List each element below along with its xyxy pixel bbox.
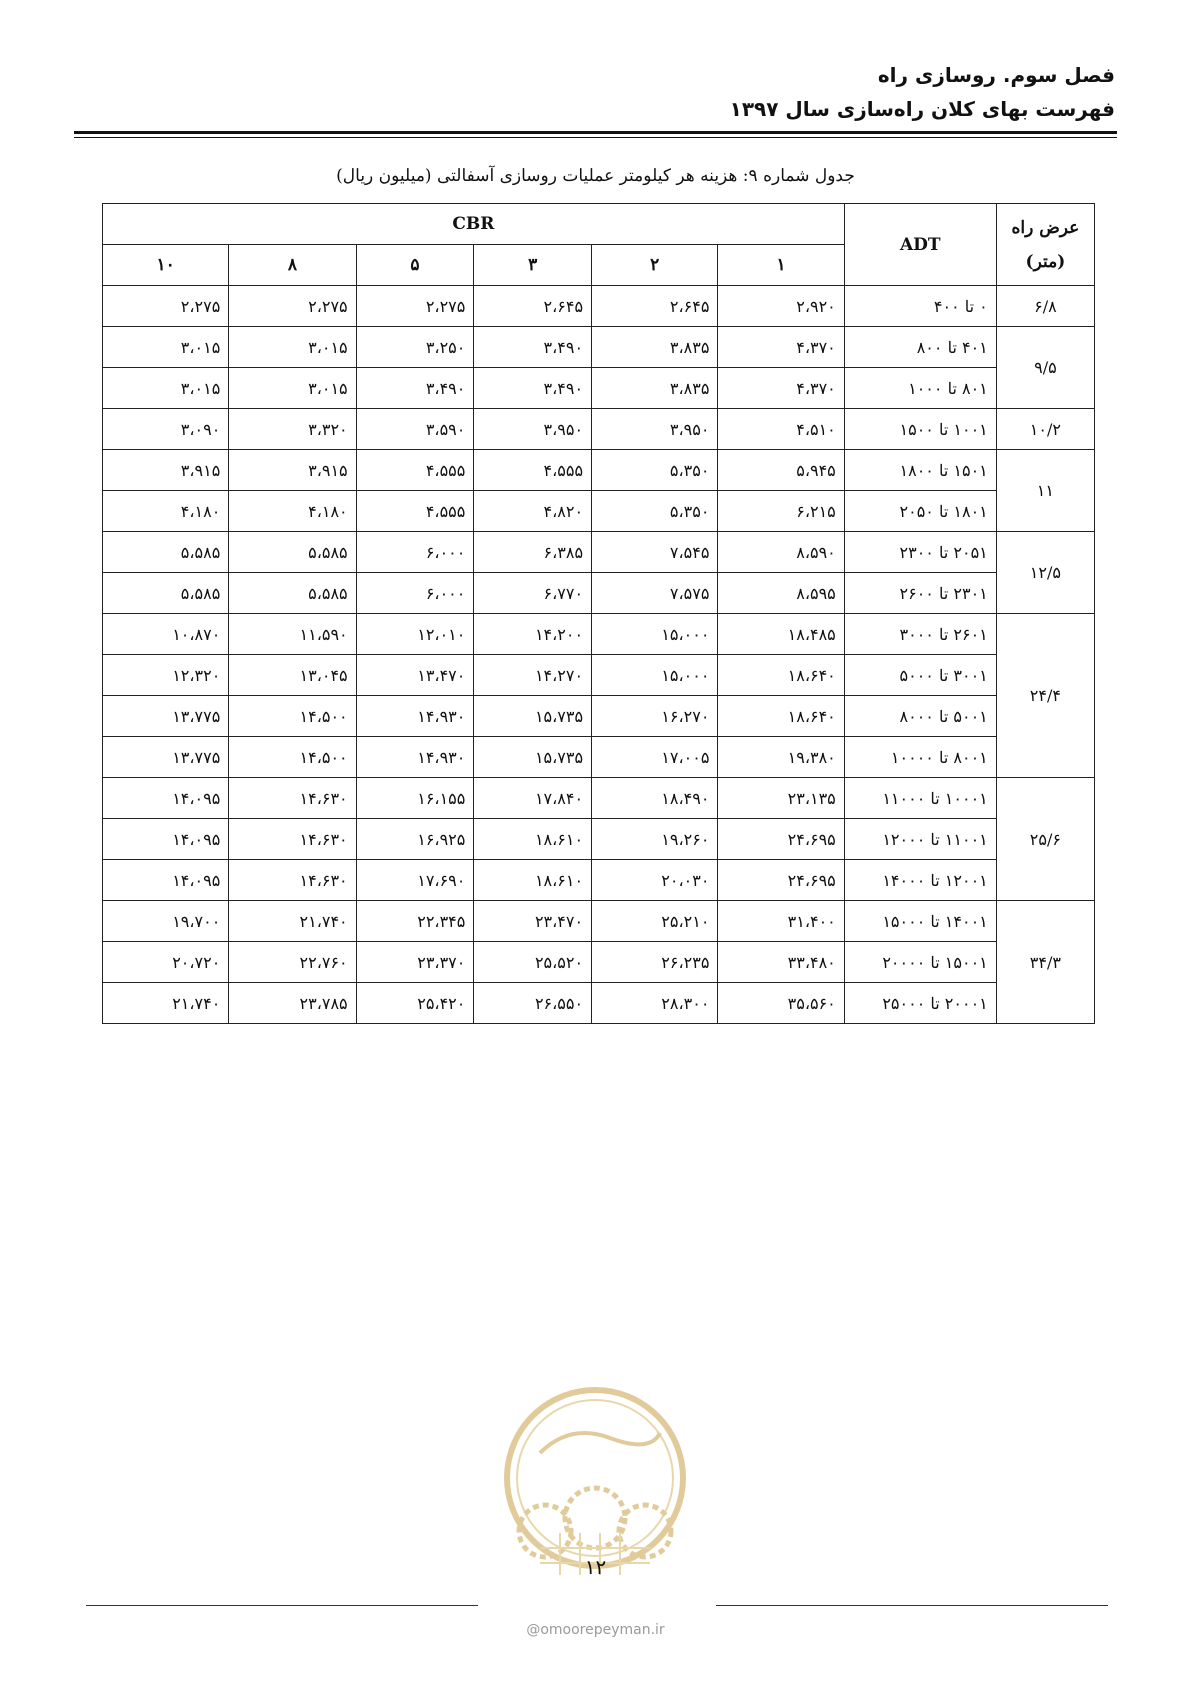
adt-range-cell: ۴۰۱ تا ۸۰۰ bbox=[844, 327, 996, 368]
adt-range-cell: ۱۰۰۰۱ تا ۱۱۰۰۰ bbox=[844, 778, 996, 819]
cost-cell: ۷،۵۷۵ bbox=[592, 573, 718, 614]
cost-cell: ۱۰،۸۷۰ bbox=[103, 614, 229, 655]
table-row bbox=[103, 942, 1095, 983]
table-row bbox=[103, 696, 1095, 737]
adt-header: ADT bbox=[844, 204, 996, 286]
cbr-level-2: ۲ bbox=[592, 245, 718, 286]
cost-cell: ۱۷،۸۴۰ bbox=[474, 778, 592, 819]
cbr-level-6: ۱۰ bbox=[103, 245, 229, 286]
cbr-level-3: ۳ bbox=[474, 245, 592, 286]
cost-cell: ۲۴،۶۹۵ bbox=[718, 860, 844, 901]
table-row bbox=[103, 286, 1095, 327]
cost-cell: ۱۳،۴۷۰ bbox=[356, 655, 474, 696]
cost-cell: ۲۱،۷۴۰ bbox=[229, 901, 356, 942]
header-rule-thin bbox=[74, 137, 1117, 138]
adt-range-cell: ۱۵۰۰۱ تا ۲۰۰۰۰ bbox=[844, 942, 996, 983]
cost-cell: ۱۸،۶۴۰ bbox=[718, 696, 844, 737]
cost-cell: ۴،۱۸۰ bbox=[229, 491, 356, 532]
cost-cell: ۲۵،۲۱۰ bbox=[592, 901, 718, 942]
document-title: فهرست بهای کلان راه‌سازی سال ۱۳۹۷ bbox=[729, 97, 1115, 121]
cost-cell: ۱۸،۶۴۰ bbox=[718, 655, 844, 696]
footer-rule-left bbox=[86, 1605, 478, 1606]
cost-cell: ۵،۹۴۵ bbox=[718, 450, 844, 491]
cost-cell: ۱۹،۳۸۰ bbox=[718, 737, 844, 778]
road-width-cell: ۱۲/۵ bbox=[996, 532, 1094, 614]
cost-cell: ۴،۱۸۰ bbox=[103, 491, 229, 532]
cost-cell: ۳،۹۵۰ bbox=[474, 409, 592, 450]
cost-cell: ۱۴،۶۳۰ bbox=[229, 860, 356, 901]
road-width-cell: ۹/۵ bbox=[996, 327, 1094, 409]
cost-cell: ۴،۳۷۰ bbox=[718, 327, 844, 368]
cbr-level-1: ۱ bbox=[718, 245, 844, 286]
cost-cell: ۱۴،۰۹۵ bbox=[103, 860, 229, 901]
cost-cell: ۳،۹۱۵ bbox=[229, 450, 356, 491]
adt-range-cell: ۱۴۰۰۱ تا ۱۵۰۰۰ bbox=[844, 901, 996, 942]
cost-cell: ۱۵،۰۰۰ bbox=[592, 655, 718, 696]
cost-cell: ۱۴،۰۹۵ bbox=[103, 819, 229, 860]
table-row bbox=[103, 614, 1095, 655]
cost-cell: ۸،۵۹۵ bbox=[718, 573, 844, 614]
cost-cell: ۲،۲۷۵ bbox=[356, 286, 474, 327]
cbr-level-4: ۵ bbox=[356, 245, 474, 286]
cost-cell: ۱۷،۰۰۵ bbox=[592, 737, 718, 778]
cost-cell: ۲۲،۳۴۵ bbox=[356, 901, 474, 942]
cost-cell: ۳،۰۱۵ bbox=[103, 368, 229, 409]
table-caption: جدول شماره ۹: هزینه هر کیلومتر عملیات روسازی آسفالتی (میلیون ریال) bbox=[336, 166, 855, 186]
cost-cell: ۵،۳۵۰ bbox=[592, 491, 718, 532]
cost-cell: ۴،۸۲۰ bbox=[474, 491, 592, 532]
table-row bbox=[103, 737, 1095, 778]
cost-cell: ۱۴،۲۰۰ bbox=[474, 614, 592, 655]
cost-cell: ۴،۵۱۰ bbox=[718, 409, 844, 450]
cost-cell: ۵،۵۸۵ bbox=[103, 532, 229, 573]
cost-cell: ۱۶،۲۷۰ bbox=[592, 696, 718, 737]
cost-cell: ۳،۹۵۰ bbox=[592, 409, 718, 450]
adt-range-cell: ۸۰۰۱ تا ۱۰۰۰۰ bbox=[844, 737, 996, 778]
cost-cell: ۲۳،۱۳۵ bbox=[718, 778, 844, 819]
cost-cell: ۱۵،۷۳۵ bbox=[474, 696, 592, 737]
cost-cell: ۳،۴۹۰ bbox=[474, 327, 592, 368]
cost-cell: ۳۱،۴۰۰ bbox=[718, 901, 844, 942]
cost-cell: ۲۳،۳۷۰ bbox=[356, 942, 474, 983]
adt-range-cell: ۱۸۰۱ تا ۲۰۵۰ bbox=[844, 491, 996, 532]
cbr-header: CBR bbox=[103, 204, 845, 245]
page-header bbox=[730, 58, 1115, 126]
chapter-title: فصل سوم. روسازی راه bbox=[877, 63, 1115, 87]
adt-range-cell: ۳۰۰۱ تا ۵۰۰۰ bbox=[844, 655, 996, 696]
table-row bbox=[103, 532, 1095, 573]
adt-range-cell: ۲۰۰۰۱ تا ۲۵۰۰۰ bbox=[844, 983, 996, 1024]
cost-cell: ۱۸،۴۹۰ bbox=[592, 778, 718, 819]
cost-cell: ۱۷،۶۹۰ bbox=[356, 860, 474, 901]
cost-cell: ۲۶،۲۳۵ bbox=[592, 942, 718, 983]
cost-cell: ۱۹،۲۶۰ bbox=[592, 819, 718, 860]
cost-cell: ۲۰،۷۲۰ bbox=[103, 942, 229, 983]
cost-cell: ۱۴،۹۳۰ bbox=[356, 737, 474, 778]
table-row bbox=[103, 368, 1095, 409]
adt-range-cell: ۱۰۰۱ تا ۱۵۰۰ bbox=[844, 409, 996, 450]
cost-cell: ۲۸،۳۰۰ bbox=[592, 983, 718, 1024]
table-row bbox=[103, 983, 1095, 1024]
cost-cell: ۳،۰۱۵ bbox=[103, 327, 229, 368]
table-row bbox=[103, 450, 1095, 491]
road-width-cell: ۶/۸ bbox=[996, 286, 1094, 327]
cost-cell: ۲،۶۴۵ bbox=[592, 286, 718, 327]
cost-cell: ۷،۵۴۵ bbox=[592, 532, 718, 573]
cost-cell: ۱۱،۵۹۰ bbox=[229, 614, 356, 655]
cost-cell: ۵،۵۸۵ bbox=[229, 573, 356, 614]
cost-cell: ۲،۶۴۵ bbox=[474, 286, 592, 327]
adt-range-cell: ۲۰۵۱ تا ۲۳۰۰ bbox=[844, 532, 996, 573]
adt-range-cell: ۵۰۰۱ تا ۸۰۰۰ bbox=[844, 696, 996, 737]
cost-cell: ۶،۰۰۰ bbox=[356, 573, 474, 614]
cost-cell: ۳،۲۵۰ bbox=[356, 327, 474, 368]
road-width-cell: ۳۴/۳ bbox=[996, 901, 1094, 1024]
footer-rule-right bbox=[716, 1605, 1108, 1606]
road-width-cell: ۱۱ bbox=[996, 450, 1094, 532]
cost-cell: ۱۹،۷۰۰ bbox=[103, 901, 229, 942]
table-row bbox=[103, 778, 1095, 819]
cost-cell: ۴،۳۷۰ bbox=[718, 368, 844, 409]
cost-cell: ۲۳،۴۷۰ bbox=[474, 901, 592, 942]
watermark-logo bbox=[500, 1383, 690, 1583]
cost-cell: ۱۸،۶۱۰ bbox=[474, 860, 592, 901]
cost-cell: ۱۴،۶۳۰ bbox=[229, 819, 356, 860]
cost-table bbox=[102, 203, 1095, 1024]
cost-cell: ۳،۰۱۵ bbox=[229, 327, 356, 368]
cost-cell: ۱۲،۳۲۰ bbox=[103, 655, 229, 696]
cost-cell: ۳،۳۲۰ bbox=[229, 409, 356, 450]
table-row bbox=[103, 573, 1095, 614]
road-width-header: عرض راه (متر) bbox=[996, 204, 1094, 286]
cost-cell: ۱۴،۵۰۰ bbox=[229, 737, 356, 778]
cost-cell: ۱۴،۲۷۰ bbox=[474, 655, 592, 696]
adt-range-cell: ۱۱۰۰۱ تا ۱۲۰۰۰ bbox=[844, 819, 996, 860]
cost-cell: ۳،۹۱۵ bbox=[103, 450, 229, 491]
cost-cell: ۲۴،۶۹۵ bbox=[718, 819, 844, 860]
cost-cell: ۶،۰۰۰ bbox=[356, 532, 474, 573]
cost-cell: ۱۳،۷۷۵ bbox=[103, 737, 229, 778]
cost-cell: ۳،۰۱۵ bbox=[229, 368, 356, 409]
table-row bbox=[103, 901, 1095, 942]
cost-cell: ۲،۹۲۰ bbox=[718, 286, 844, 327]
cost-cell: ۳۳،۴۸۰ bbox=[718, 942, 844, 983]
adt-range-cell: ۱۲۰۰۱ تا ۱۴۰۰۰ bbox=[844, 860, 996, 901]
cost-cell: ۲۵،۵۲۰ bbox=[474, 942, 592, 983]
cost-cell: ۱۳،۰۴۵ bbox=[229, 655, 356, 696]
table-row bbox=[103, 819, 1095, 860]
road-width-cell: ۱۰/۲ bbox=[996, 409, 1094, 450]
cost-cell: ۱۲،۰۱۰ bbox=[356, 614, 474, 655]
adt-range-cell: ۱۵۰۱ تا ۱۸۰۰ bbox=[844, 450, 996, 491]
table-row bbox=[103, 860, 1095, 901]
cost-cell: ۱۳،۷۷۵ bbox=[103, 696, 229, 737]
cost-cell: ۳،۸۳۵ bbox=[592, 368, 718, 409]
cost-cell: ۲۱،۷۴۰ bbox=[103, 983, 229, 1024]
cost-cell: ۵،۵۸۵ bbox=[229, 532, 356, 573]
cost-cell: ۶،۳۸۵ bbox=[474, 532, 592, 573]
cost-cell: ۸،۵۹۰ bbox=[718, 532, 844, 573]
cbr-level-5: ۸ bbox=[229, 245, 356, 286]
header-rule-thick bbox=[74, 131, 1117, 134]
cost-cell: ۱۸،۴۸۵ bbox=[718, 614, 844, 655]
cost-cell: ۱۶،۱۵۵ bbox=[356, 778, 474, 819]
table-row bbox=[103, 655, 1095, 696]
adt-range-cell: ۲۶۰۱ تا ۳۰۰۰ bbox=[844, 614, 996, 655]
cost-cell: ۱۴،۶۳۰ bbox=[229, 778, 356, 819]
cost-cell: ۳،۴۹۰ bbox=[474, 368, 592, 409]
road-width-cell: ۲۵/۶ bbox=[996, 778, 1094, 901]
page-number: ۱۲ bbox=[584, 1555, 607, 1579]
table-row bbox=[103, 327, 1095, 368]
cost-cell: ۵،۳۵۰ bbox=[592, 450, 718, 491]
table-row bbox=[103, 409, 1095, 450]
adt-range-cell: ۲۳۰۱ تا ۲۶۰۰ bbox=[844, 573, 996, 614]
table-row bbox=[103, 491, 1095, 532]
cost-cell: ۴،۵۵۵ bbox=[474, 450, 592, 491]
cost-cell: ۲،۲۷۵ bbox=[229, 286, 356, 327]
cost-cell: ۳،۴۹۰ bbox=[356, 368, 474, 409]
cost-cell: ۱۶،۹۲۵ bbox=[356, 819, 474, 860]
road-width-cell: ۲۴/۴ bbox=[996, 614, 1094, 778]
cost-cell: ۲۵،۴۲۰ bbox=[356, 983, 474, 1024]
cost-cell: ۲،۲۷۵ bbox=[103, 286, 229, 327]
cost-cell: ۳،۸۳۵ bbox=[592, 327, 718, 368]
cost-cell: ۳،۵۹۰ bbox=[356, 409, 474, 450]
cost-cell: ۱۵،۰۰۰ bbox=[592, 614, 718, 655]
cost-cell: ۶،۲۱۵ bbox=[718, 491, 844, 532]
cost-cell: ۵،۵۸۵ bbox=[103, 573, 229, 614]
cost-cell: ۲۶،۵۵۰ bbox=[474, 983, 592, 1024]
cost-cell: ۲۳،۷۸۵ bbox=[229, 983, 356, 1024]
cost-cell: ۱۵،۷۳۵ bbox=[474, 737, 592, 778]
cost-cell: ۳۵،۵۶۰ bbox=[718, 983, 844, 1024]
adt-range-cell: ۸۰۱ تا ۱۰۰۰ bbox=[844, 368, 996, 409]
cost-cell: ۱۸،۶۱۰ bbox=[474, 819, 592, 860]
cost-cell: ۲۰،۰۳۰ bbox=[592, 860, 718, 901]
cost-cell: ۶،۷۷۰ bbox=[474, 573, 592, 614]
adt-range-cell: ۰ تا ۴۰۰ bbox=[844, 286, 996, 327]
cost-cell: ۱۴،۵۰۰ bbox=[229, 696, 356, 737]
cost-cell: ۴،۵۵۵ bbox=[356, 491, 474, 532]
cost-cell: ۳،۰۹۰ bbox=[103, 409, 229, 450]
cost-cell: ۲۲،۷۶۰ bbox=[229, 942, 356, 983]
website-watermark: @omoorepeyman.ir bbox=[526, 1622, 665, 1638]
cost-cell: ۱۴،۹۳۰ bbox=[356, 696, 474, 737]
cost-cell: ۴،۵۵۵ bbox=[356, 450, 474, 491]
cost-cell: ۱۴،۰۹۵ bbox=[103, 778, 229, 819]
